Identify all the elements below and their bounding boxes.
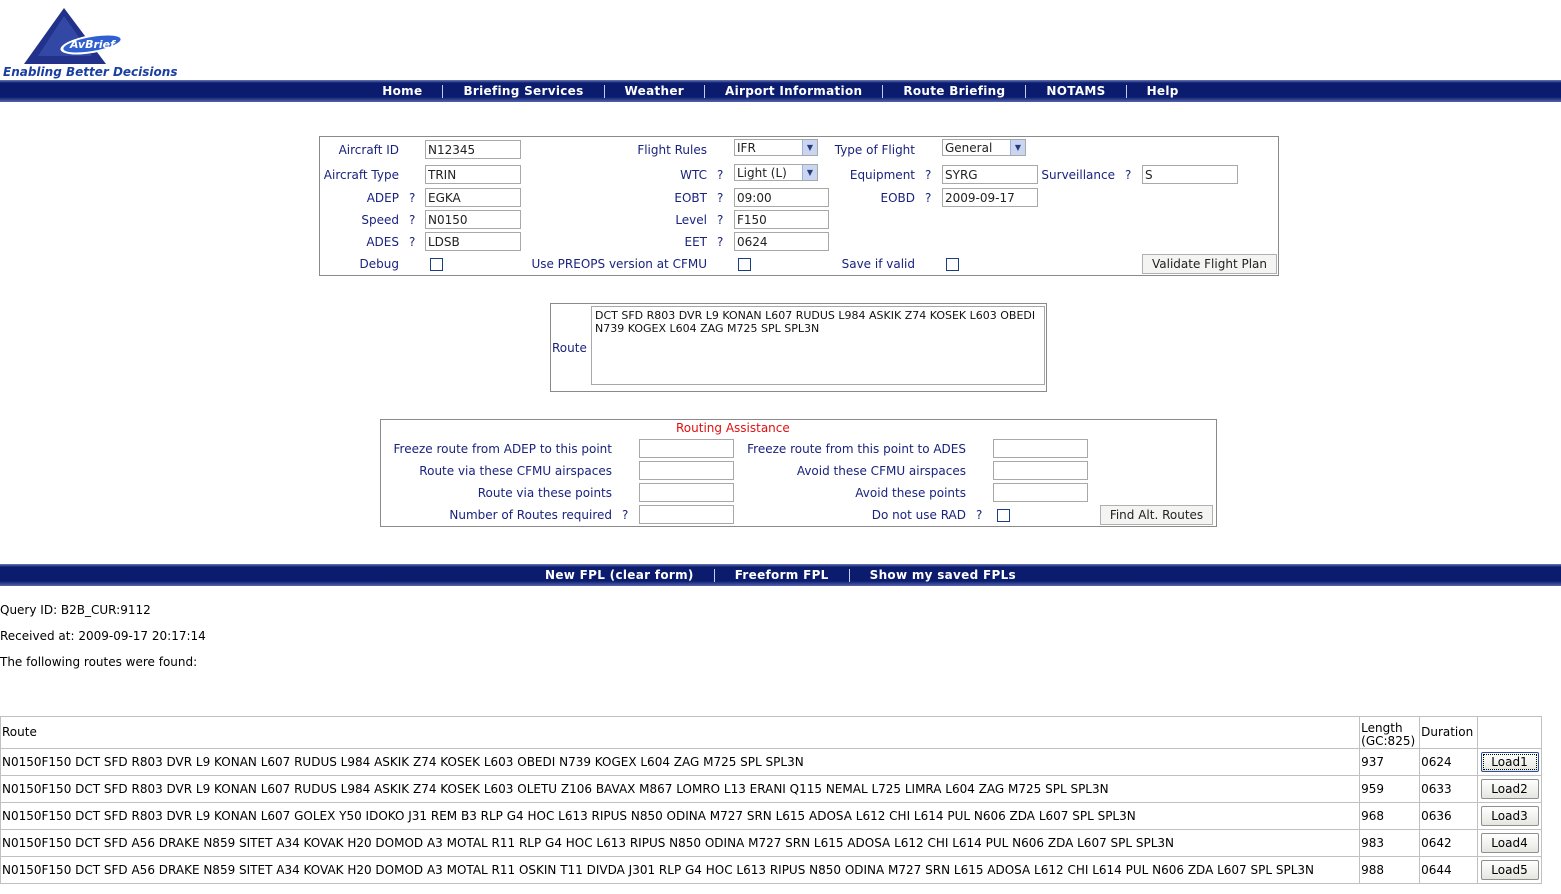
aircraft-type-input[interactable] (425, 165, 521, 184)
avoid-points-label: Avoid these points (855, 486, 966, 500)
level-label: Level (675, 213, 707, 227)
duration-cell: 0636 (1420, 803, 1478, 830)
freeze-to-ades-label: Freeze route from this point to ADES (747, 442, 966, 456)
eobd-label: EOBD (880, 191, 915, 205)
wtc-select[interactable] (734, 164, 818, 181)
route-via-points-label: Route via these points (477, 486, 612, 500)
no-rad-help[interactable]: ? (976, 508, 983, 522)
route-column-header: Route (1, 717, 1360, 749)
wtc-label: WTC (680, 168, 707, 182)
table-row (1, 776, 1542, 803)
duration-cell: 0624 (1420, 749, 1478, 776)
eobt-help[interactable]: ? (717, 191, 724, 205)
duration-column-header: Duration (1420, 717, 1478, 749)
action-cell (1478, 776, 1542, 803)
table-row (1, 857, 1542, 884)
debug-label: Debug (359, 257, 399, 271)
route-cell: N0150F150 DCT SFD A56 DRAKE N859 SITET A34 KOVAK H20 DOMOD A3 MOTAL R11 RLP G4 HOC L613 RIPUS N850 ODINA M727 SRN L615 ADOSA L612 CHI L614 PUL N606 ZDA L607 SPL SPL3N (1, 830, 1360, 857)
avoid-airspaces-input[interactable] (993, 461, 1088, 480)
eobt-label: EOBT (674, 191, 707, 205)
results-header-row (1, 717, 1542, 749)
no-rad-label: Do not use RAD (871, 508, 966, 522)
table-row (1, 803, 1542, 830)
flight-rules-label: Flight Rules (637, 143, 707, 157)
ades-input[interactable] (425, 232, 521, 251)
nav-briefing-services[interactable]: Briefing Services (463, 84, 584, 98)
aircraft-id-input[interactable] (425, 140, 521, 159)
route-via-airspaces-input[interactable] (639, 461, 734, 480)
level-help[interactable]: ? (717, 213, 724, 227)
save-if-valid-checkbox[interactable] (946, 258, 959, 271)
chevron-down-icon[interactable]: ▼ (802, 140, 817, 155)
svg-text:AvBrief: AvBrief (70, 38, 115, 51)
query-id: Query ID: B2B_CUR:9112 (0, 603, 151, 617)
length-column-header (1360, 717, 1420, 749)
eet-input[interactable] (734, 232, 829, 251)
action-cell (1478, 857, 1542, 884)
debug-checkbox[interactable] (430, 258, 443, 271)
table-row (1, 830, 1542, 857)
speed-label: Speed (361, 213, 399, 227)
length-cell: 988 (1360, 857, 1420, 884)
adep-help[interactable]: ? (409, 191, 416, 205)
avoid-airspaces-label: Avoid these CFMU airspaces (796, 464, 966, 478)
equipment-input[interactable] (942, 165, 1038, 184)
type-of-flight-value: General (945, 140, 993, 155)
surveillance-help[interactable]: ? (1125, 168, 1132, 182)
surveillance-label: Surveillance (1041, 168, 1115, 182)
length-cell: 937 (1360, 749, 1420, 776)
flight-rules-select[interactable] (734, 139, 818, 156)
avoid-points-input[interactable] (993, 483, 1088, 502)
nav-airport-information[interactable]: Airport Information (725, 84, 863, 98)
route-textarea[interactable]: DCT SFD R803 DVR L9 KONAN L607 RUDUS L984 ASKIK Z74 KOSEK L603 OBEDI N739 KOGEX L604 ZAG M725 SPL SPL3N (591, 306, 1045, 385)
table-row (1, 749, 1542, 776)
speed-input[interactable] (425, 210, 521, 229)
nav-weather[interactable]: Weather (624, 84, 685, 98)
top-nav (0, 80, 1561, 102)
num-routes-input[interactable] (639, 505, 734, 524)
logo-triangle-icon (2, 6, 132, 68)
equipment-label: Equipment (849, 168, 915, 182)
route-label: Route (552, 341, 587, 355)
adep-input[interactable] (425, 188, 521, 207)
route-cell: N0150F150 DCT SFD A56 DRAKE N859 SITET A34 KOVAK H20 DOMOD A3 MOTAL R11 OSKIN T11 DIVDA J301 RLP G4 HOC L613 RIPUS N850 ODINA M727 SRN L615 ADOSA L612 CHI L614 PUL N606 ZDA L607 SPL SPL3N (1, 857, 1360, 884)
nav-new-fpl[interactable]: New FPL (clear form) (545, 568, 694, 582)
routing-assistance-title: Routing Assistance (676, 421, 790, 435)
nav-home[interactable]: Home (382, 84, 423, 98)
results-table (0, 716, 1542, 884)
aircraft-id-label: Aircraft ID (338, 143, 399, 157)
level-input[interactable] (734, 210, 829, 229)
action-cell (1478, 749, 1542, 776)
route-cell: N0150F150 DCT SFD R803 DVR L9 KONAN L607 RUDUS L984 ASKIK Z74 KOSEK L603 OBEDI N739 KOGEX L604 ZAG M725 SPL SPL3N (1, 749, 1360, 776)
eobt-input[interactable] (734, 188, 829, 207)
speed-help[interactable]: ? (409, 213, 416, 227)
chevron-down-icon[interactable]: ▼ (802, 165, 817, 180)
num-routes-help[interactable]: ? (622, 508, 629, 522)
nav-notams[interactable]: NOTAMS (1046, 84, 1106, 98)
surveillance-input[interactable] (1142, 165, 1238, 184)
freeze-from-adep-label: Freeze route from ADEP to this point (393, 442, 612, 456)
adep-label: ADEP (366, 191, 399, 205)
aircraft-type-label: Aircraft Type (323, 168, 399, 182)
action-cell (1478, 803, 1542, 830)
action-column-header (1478, 717, 1542, 749)
type-of-flight-label: Type of Flight (834, 143, 915, 157)
length-cell: 983 (1360, 830, 1420, 857)
find-alt-routes-button[interactable]: Find Alt. Routes (1100, 505, 1213, 525)
action-cell (1478, 830, 1542, 857)
freeze-from-adep-input[interactable] (639, 439, 734, 458)
length-cell: 959 (1360, 776, 1420, 803)
duration-cell: 0644 (1420, 857, 1478, 884)
nav-help[interactable]: Help (1146, 84, 1179, 98)
eobd-input[interactable] (942, 188, 1038, 207)
tagline: Enabling Better Decisions (3, 65, 178, 79)
freeze-to-ades-input[interactable] (993, 439, 1088, 458)
nav-saved-fpls[interactable]: Show my saved FPLs (869, 568, 1016, 582)
eet-help[interactable]: ? (717, 235, 724, 249)
eet-label: EET (684, 235, 707, 249)
length-header-line2: (GC:825) (1361, 734, 1416, 748)
load1-button[interactable]: Load1 (1481, 752, 1539, 772)
type-of-flight-select[interactable] (942, 139, 1026, 156)
load2-button[interactable]: Load2 (1481, 779, 1539, 799)
load3-button[interactable]: Load3 (1481, 806, 1539, 826)
nav-freeform-fpl[interactable]: Freeform FPL (734, 568, 829, 582)
load4-button[interactable]: Load4 (1481, 833, 1539, 853)
duration-cell: 0642 (1420, 830, 1478, 857)
route-via-points-input[interactable] (639, 483, 734, 502)
bottom-nav (0, 564, 1561, 586)
length-header-line1: Length (1361, 721, 1403, 735)
save-if-valid-label: Save if valid (841, 257, 915, 271)
nav-route-briefing[interactable]: Route Briefing (903, 84, 1006, 98)
no-rad-checkbox[interactable] (997, 509, 1010, 522)
eobd-help[interactable]: ? (925, 191, 932, 205)
routes-found-text: The following routes were found: (0, 655, 198, 669)
wtc-help[interactable]: ? (717, 168, 724, 182)
validate-flight-plan-button[interactable]: Validate Flight Plan (1142, 254, 1277, 274)
preops-label: Use PREOPS version at CFMU (531, 257, 707, 271)
route-cell: N0150F150 DCT SFD R803 DVR L9 KONAN L607 RUDUS L984 ASKIK Z74 KOSEK L603 OLETU Z106 BAVAX M867 LOMRO L13 ERANI Q115 NEMAL L725 LIMRA L604 ZAG M725 SPL SPL3N (1, 776, 1360, 803)
flight-rules-value: IFR (737, 140, 756, 155)
wtc-value: Light (L) (737, 165, 787, 180)
load5-button[interactable]: Load5 (1481, 860, 1539, 880)
route-cell: N0150F150 DCT SFD R803 DVR L9 KONAN L607 GOLEX Y50 IDOKO J31 REM B3 RLP G4 HOC L613 RIPUS N850 ODINA M727 SRN L615 ADOSA L612 CHI L614 PUL N606 ZDA L607 SPL SPL3N (1, 803, 1360, 830)
preops-checkbox[interactable] (738, 258, 751, 271)
length-cell: 968 (1360, 803, 1420, 830)
num-routes-label: Number of Routes required (449, 508, 612, 522)
ades-label: ADES (366, 235, 399, 249)
received-at: Received at: 2009-09-17 20:17:14 (0, 629, 206, 643)
duration-cell: 0633 (1420, 776, 1478, 803)
equipment-help[interactable]: ? (925, 168, 932, 182)
chevron-down-icon[interactable]: ▼ (1010, 140, 1025, 155)
route-via-airspaces-label: Route via these CFMU airspaces (419, 464, 612, 478)
ades-help[interactable]: ? (409, 235, 416, 249)
